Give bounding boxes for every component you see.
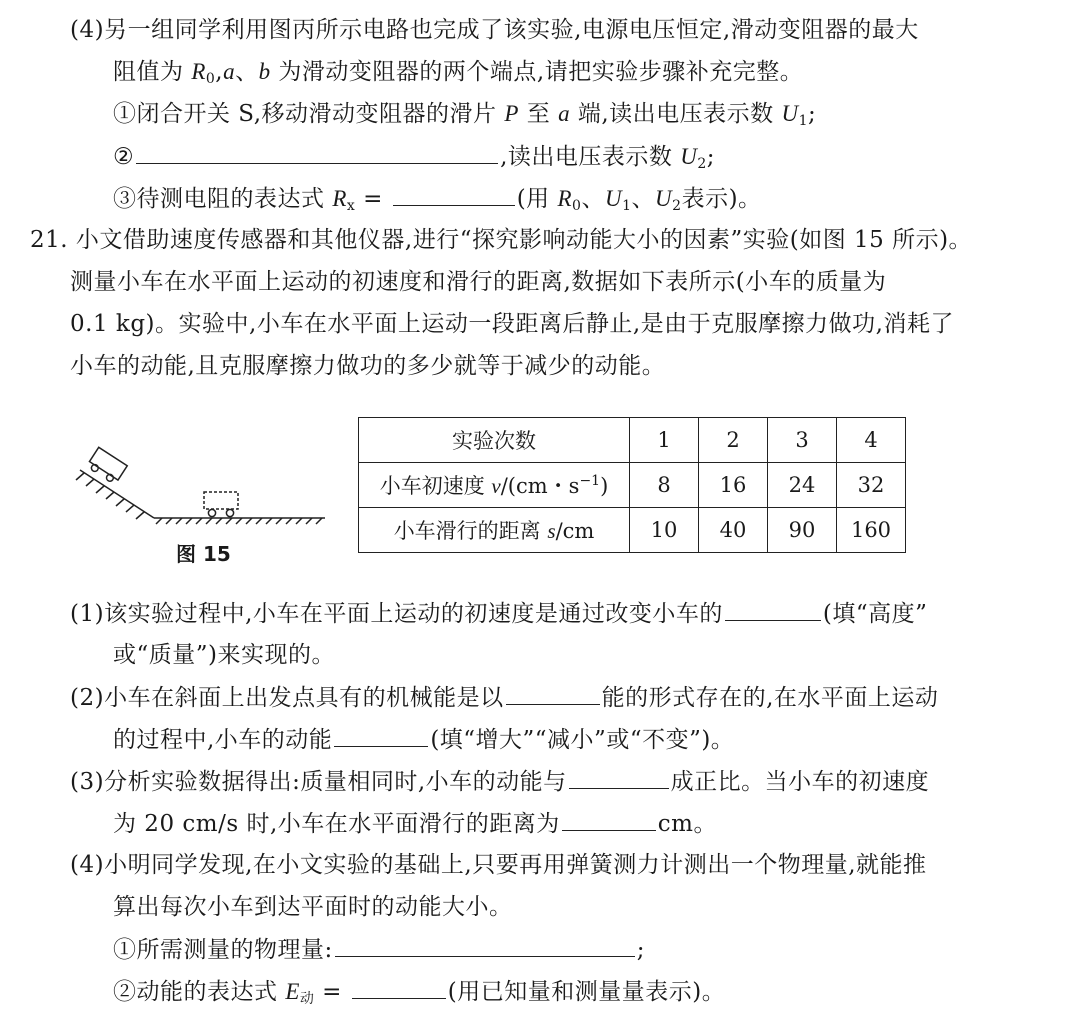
table-header-cell: 1 <box>630 418 699 463</box>
table-cell: 8 <box>630 463 699 508</box>
answer-blank[interactable] <box>393 183 515 206</box>
incline-hatching <box>76 473 144 519</box>
answer-blank[interactable] <box>334 724 428 747</box>
q21-1-line2: 或“质量”)来实现的。 <box>113 642 335 668</box>
table-row <box>359 418 906 463</box>
answer-blank[interactable] <box>562 808 656 831</box>
answer-blank[interactable] <box>335 934 635 957</box>
q20-4-step3: ③待测电阻的表达式 $R_x$ = (用 $R_0$、$U_1$、$U_2$表示)。 <box>113 183 762 221</box>
table-cell: 90 <box>768 508 837 553</box>
q21-stem-line3: 0.1 kg)。实验中,小车在水平面上运动一段距离后静止,是由于克服摩擦力做功,消耗了 <box>70 311 954 337</box>
table-row <box>359 463 906 508</box>
q20-4-step2: ② ,读出电压表示数 $U_2$; <box>113 141 715 179</box>
table-cell: 24 <box>768 463 837 508</box>
q21-2-line2: 的过程中,小车的动能 (填“增大”“减小”或“不变”)。 <box>113 724 734 755</box>
row-label-initial-speed: 小车初速度 v/(cm・$s^{-1}$) <box>359 463 630 508</box>
table-cell: 10 <box>630 508 699 553</box>
q20-4-step1: ①闭合开关 S,移动滑动变阻器的滑片 P 至 a 端,读出电压表示数 $U_1$; <box>113 101 817 129</box>
ground-hatching <box>156 518 322 524</box>
row-label-slide-distance: 小车滑行的距离 s/cm <box>359 508 630 553</box>
table-cell: 16 <box>699 463 768 508</box>
table-header-cell: 实验次数 <box>359 418 630 463</box>
table-header-cell: 2 <box>699 418 768 463</box>
table-cell: 40 <box>699 508 768 553</box>
answer-blank[interactable] <box>506 682 600 705</box>
q20-4-line2: 阻值为 $R_0,a$、b 为滑动变阻器的两个端点,请把实验步骤补充完整。 <box>113 59 804 87</box>
q21-4-line2: 算出每次小车到达平面时的动能大小。 <box>113 894 513 920</box>
answer-blank[interactable] <box>569 766 669 789</box>
table-row <box>359 508 906 553</box>
cart-on-incline <box>86 447 127 485</box>
q21-2-line1: (2)小车在斜面上出发点具有的机械能是以 能的形式存在的,在水平面上运动 <box>70 682 938 713</box>
q21-stem-line4: 小车的动能,且克服摩擦力做功的多少就等于减少的动能。 <box>70 353 666 379</box>
incline-surface <box>80 470 154 518</box>
figure-caption: 图 15 <box>176 542 231 566</box>
answer-blank[interactable] <box>725 598 821 621</box>
q21-4-step2: ②动能的表达式 $E_动$ = (用已知量和测量量表示)。 <box>113 976 725 1014</box>
cart-on-ground-dashed <box>204 492 238 517</box>
q21-4-step1: ①所需测量的物理量: ; <box>113 934 645 965</box>
table-cell: 32 <box>837 463 906 508</box>
answer-blank[interactable] <box>352 976 446 999</box>
data-table <box>358 417 906 553</box>
figure-15-ramp-diagram <box>70 440 332 532</box>
q21-3-line2: 为 20 cm/s 时,小车在水平面滑行的距离为 cm。 <box>113 808 717 839</box>
answer-blank[interactable] <box>136 141 498 164</box>
table-header-cell: 3 <box>768 418 837 463</box>
q21-1-line1: (1)该实验过程中,小车在平面上运动的初速度是通过改变小车的 (填“高度” <box>70 598 927 629</box>
table-cell: 160 <box>837 508 906 553</box>
q21-3-line1: (3)分析实验数据得出:质量相同时,小车的动能与 成正比。当小车的初速度 <box>70 766 929 797</box>
q20-4-line1: (4)另一组同学利用图丙所示电路也完成了该实验,电源电压恒定,滑动变阻器的最大 <box>70 17 919 43</box>
q21-stem-line2: 测量小车在水平面上运动的初速度和滑行的距离,数据如下表所示(小车的质量为 <box>70 269 887 295</box>
table-header-cell: 4 <box>837 418 906 463</box>
q21-4-line1: (4)小明同学发现,在小文实验的基础上,只要再用弹簧测力计测出一个物理量,就能推 <box>70 852 927 878</box>
q21-stem-line1: 21. 小文借助速度传感器和其他仪器,进行“探究影响动能大小的因素”实验(如图 15 所示)。 <box>30 227 973 253</box>
